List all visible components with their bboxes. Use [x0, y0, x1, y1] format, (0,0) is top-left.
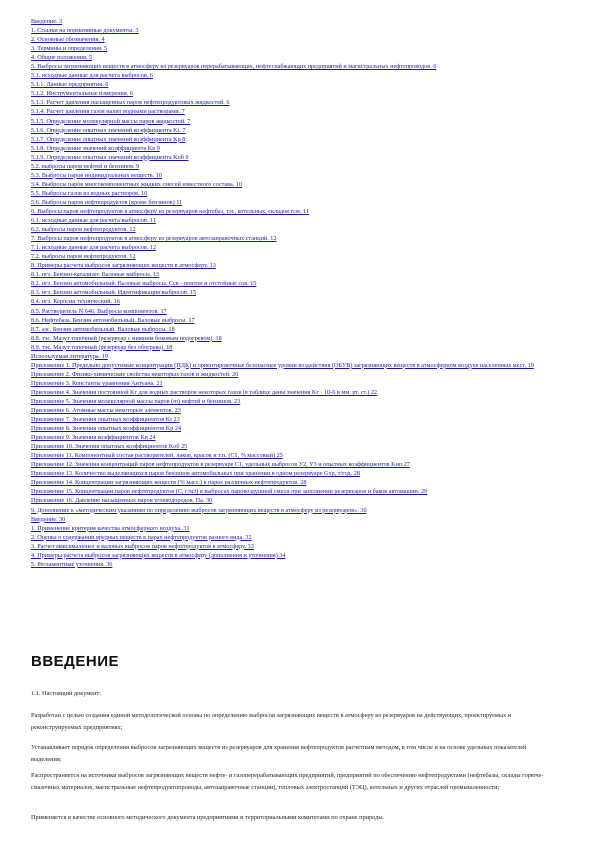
toc-link[interactable]: 8.6. Нефтебаза. Бензин автомобильный. Валовые выбросы. 17	[31, 316, 195, 324]
toc-link[interactable]: 1. Ссылки на нормативные документы. 3	[31, 27, 139, 35]
toc-link[interactable]: 2. Основные обозначения. 4	[31, 36, 105, 44]
toc-link[interactable]: 8.4. нгз. Керосин технический. 16	[31, 298, 120, 306]
toc-link[interactable]: 8.3. нгз. Бензин автомобильный. Идентификация выбросов. 15	[31, 289, 197, 297]
toc-link[interactable]: Введение. 30	[31, 515, 66, 523]
toc-link[interactable]: 5.1.7. Определение опытных значений коэффициента Kp 8	[31, 135, 186, 143]
paragraph-1: 1.1. Настоящий документ:	[31, 690, 101, 697]
toc-link[interactable]: Приложение 5. Значения молекулярной массы паров (m) нефтей и бензинов. 23	[31, 397, 241, 405]
toc-link[interactable]: 6.1. исходные данные для расчета выбросов. 11	[31, 217, 156, 225]
toc-link[interactable]: 5.1. исходные данные для расчета выбросов. 6	[31, 72, 153, 80]
toc-link[interactable]: 7. Выбросы паров нефтепродуктов в атмосферу из резервуаров автозаправочных станций. 12	[31, 235, 277, 243]
section-heading: ВВЕДЕНИЕ	[31, 653, 119, 670]
toc-link[interactable]: 6.2. выбросы паров нефтепродуктов. 12	[31, 226, 136, 234]
paragraph-3: Устанавливает порядок определения выбросов загрязняющих веществ из резервуаров для хранения нефтепродуктов расчетным методом, в том числе и на основе удельных показателей выделения;	[31, 744, 527, 763]
toc-link[interactable]: Используемая литература. 19	[31, 352, 108, 360]
toc-link[interactable]: 5.6. Выбросы паров нефтепродуктов (кроме бензинов) 11	[31, 198, 183, 206]
toc-link[interactable]: Приложение 9. Значения коэффициентов Kв 24	[31, 434, 156, 442]
toc-link[interactable]: 4. Общие положения. 5	[31, 54, 93, 62]
toc-link[interactable]: 4. Примеры расчета выбросов загрязняющих веществ в атмосферу (дополнения и уточнения) 34	[31, 551, 286, 559]
paragraph-4: Распространяется на источники выбросов загрязняющих веществ нефте- и газоперерабатывающих предприятий, предприятий по обеспечению нефтепродуктами (нефтебазы, склады горюче-смазочных материалов, магистральные нефтепродуктопроводы, автозаправочные станции), тепловых электростанций (ТЭЦ), котельных и других отраслей промышленности;	[31, 772, 544, 791]
table-of-contents	[31, 17, 571, 569]
toc-link[interactable]: Введение. 3	[31, 18, 63, 25]
toc-link[interactable]: 5.1.6. Определение опытных значений коэффициента Kt. 7	[31, 126, 186, 134]
toc-link[interactable]: 8. Примеры расчета выбросов загрязняющих веществ в атмосферу. 13	[31, 262, 216, 270]
toc-link[interactable]: 5.1.3. Расчет давления насыщенных паров нефтепродуктовых жидкостей. 6	[31, 99, 230, 107]
toc-link[interactable]: 8.5. Растворитель N 646. Выбросы компонентов. 17	[31, 307, 167, 315]
toc-link[interactable]: 8.2. нгз. Бензин автомобильный. Валовые выбросы. Ссв - понтон и отстойные сов. 15	[31, 280, 257, 288]
toc-link[interactable]: Приложение 3. Константы уравнения Антуана. 21	[31, 379, 163, 387]
toc-link[interactable]: 5. Выбросы загрязняющих веществ в атмосферу из резервуаров перерабатывающих, нефтеснабжающих предприятий и магистральных нефтепроводов. 6	[31, 63, 437, 71]
toc-link[interactable]: 3. Расчет максимальных и валовых выбросов паров нефтепродуктов в атмосферу. 33	[31, 542, 254, 550]
toc-link[interactable]: 5.1.8. Определение значений коэффициента Kв 9	[31, 144, 160, 152]
toc-link[interactable]: Приложение 12. Значения концентраций паров нефтепродуктов в резервуаре С1, удельных выбросов У2, У3 и опытных коэффициентов Kнп 27	[31, 461, 410, 469]
paragraph-5: Применяется в качестве основного методического документа предприятиями и территориальными комитетами по охране природы.	[31, 814, 385, 821]
toc-link[interactable]: 5.5. Выбросы газов из водных растворов. 10	[31, 189, 148, 197]
toc-link[interactable]: Приложение 10. Значения опытных коэффициентов Kоб 25	[31, 443, 188, 451]
toc-link[interactable]: 5.1.1. Данные предприятия. 6	[31, 81, 109, 89]
toc-link[interactable]: 5.1.5. Определение молекулярной массы паров жидкостей. 7	[31, 117, 191, 125]
toc-link[interactable]: 1. Применение критерия качества атмосферного воздуха. 31	[31, 524, 190, 532]
paragraph-2: Разработан с целью создания единой методологической основы по определению выбросов загрязняющих веществ в атмосферу из резервуаров на действующих, проектируемых и реконструируемых предприятиях;	[31, 712, 512, 731]
toc-link[interactable]: 8.1. пгз. Бензин-катализат. Валовые выбросы. 13	[31, 271, 160, 279]
toc-link[interactable]: 8.9. тэс. Мазут топочный (резервуар без обогрева). 18	[31, 343, 173, 351]
toc-link[interactable]: Приложение 4. Значения постоянной Kг для водных растворов некоторых газов (в таблице даны значения Kг · 10-6 в мм. рт. ст.) 22	[31, 388, 378, 396]
toc-link[interactable]: Приложение 6. Атомные массы некоторых элементов. 23	[31, 407, 181, 415]
toc-link[interactable]: 7.1. исходные данные для расчета выбросов. 12	[31, 244, 157, 252]
toc-link[interactable]: 5.3. Выбросы паров индивидуальных веществ. 10	[31, 171, 163, 179]
toc-link[interactable]: Приложение 16. Давление насыщенных паров углеводородов, Па. 30	[31, 497, 213, 505]
toc-link[interactable]: 7.2. выбросы паров нефтепродуктов. 12	[31, 253, 136, 261]
toc-link[interactable]: 5.1.9. Определение опытных значений коэффициента Kоб 9	[31, 153, 189, 161]
toc-link[interactable]: 8.8. тэс. Мазут топочный (резервуар с нижним боковым подогревом). 18	[31, 334, 222, 342]
toc-link[interactable]: Приложение 1. Предельно допустимые концентрации (ПДК) и ориентировочные безопасные уровни воздействия (ОБУВ) загрязняющих веществ в атмосферном воздухе населенных мест. 19	[31, 361, 534, 369]
toc-link[interactable]: 5.1.4. Расчет давления газов налит водными растворами. 7	[31, 108, 185, 116]
toc-link[interactable]: Приложение 2. Физико-химические свойства некоторых газов и жидкостей. 20	[31, 370, 239, 378]
toc-link[interactable]: Приложение 11. Компонентный состав растворителей, лаков, красок и т.п. (С1, % массовый) 25	[31, 452, 283, 460]
toc-link[interactable]: 5.2. выбросы паров нефтей и бензинов. 9	[31, 162, 140, 170]
toc-link[interactable]: 5. Регламентные уточнения. 36	[31, 560, 113, 568]
toc-link[interactable]: 5.4. Выбросы паров многокомпонентных жидких смесей известного состава. 10	[31, 180, 242, 188]
toc-link[interactable]: 2. Оценка о содержании вредных веществ в парах нефтепродуктов разного вида. 32	[31, 533, 252, 541]
toc-link[interactable]: 3. Термины и определения. 5	[31, 45, 108, 53]
toc-link[interactable]: Приложение 8. Значения опытных коэффициентов Kp 24	[31, 425, 182, 433]
toc-link[interactable]: Приложение 7. Значения опытных коэффициентов Kt 23	[31, 416, 180, 424]
toc-link[interactable]: 8.7. азс. Бензин автомобильный. Валовые выбросы. 18	[31, 325, 175, 333]
toc-link[interactable]: Приложение 14. Концентрации загрязняющих веществ (% масс.) в парах различных нефтепродуктов. 28	[31, 479, 307, 487]
toc-link[interactable]: 6. Выбросы паров нефтепродуктов в атмосферу из резервуаров нефтебаз, тэс, котельных, складов гсм. 11	[31, 207, 309, 215]
toc-link[interactable]: Приложение 13. Количество выделяющихся паров бензинов автомобильных при хранении в одном резервуаре Gхр, т/год. 28	[31, 470, 360, 478]
toc-link[interactable]: 5.1.2. Инструментальные измерения. 6	[31, 90, 133, 98]
toc-link[interactable]: 9. Дополнение к «методическим указаниям по определению выбросов загрязняющих веществ в атмосферу из резервуаров». 30	[31, 506, 367, 514]
toc-link[interactable]: Приложение 15. Концентрации паров нефтепродуктов (С, г/м3) в выбросах паровоздушной смеси при заполнении резервуаров и баков автомашин. 29	[31, 488, 428, 496]
